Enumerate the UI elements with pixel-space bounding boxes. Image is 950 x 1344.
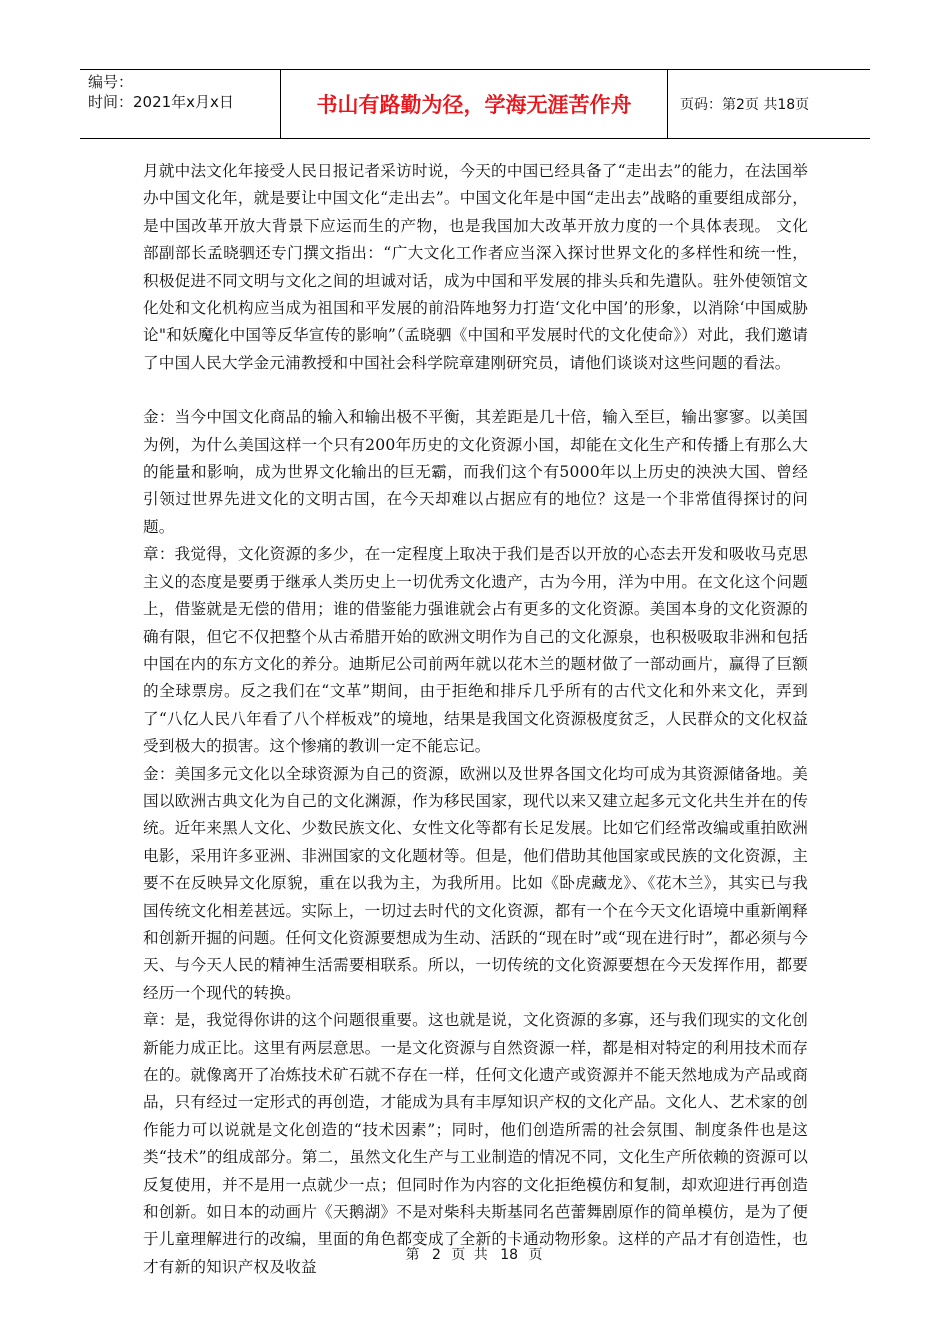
- header-motto: 书山有路勤为径，学海无涯苦作舟: [280, 70, 668, 138]
- footer-total-pages: 18: [500, 1247, 519, 1263]
- paragraph-gap: [143, 377, 808, 404]
- page-footer: [0, 1244, 950, 1264]
- paragraph-zhang-2: 章：是，我觉得你讲的这个问题很重要。这也就是说，文化资源的多寡，还与我们现实的文化创新能力成正比。这里有两层意思。一是文化资源与自然资源一样，都是相对特定的利用技术而存在的。就像离开了冶炼技术矿石就不存在一样，任何文化遗产或资源并不能天然地成为产品或商品，只有经过一定形式的再创造，才能成为具有丰厚知识产权的文化产品。文化人、艺术家的创作能力可以说就是文化创造的“技术因素”；同时，他们创造所需的社会氛围、制度条件也是这类“技术”的组成部分。第二，虽然文化生产与工业制造的情况不同，文化生产所依赖的资源可以反复使用，并不是用一点就少一点；但同时作为内容的文化拒绝模仿和复制，却欢迎进行再创造和创新。如日本的动画片《天鹅湖》不是对柴科夫斯基同名芭蕾舞剧原作的简单模仿，是为了便于儿童理解进行的改编，里面的角色都变成了全新的卡通动物形象。这样的产品才有创造性，也才有新的知识产权及收益: [143, 1011, 808, 1276]
- paragraph-jin-1: 金：当今中国文化商品的输入和输出极不平衡，其差距是几十倍，输入至巨，输出寥寥。以美国为例，为什么美国这样一个只有200年历史的文化资源小国，却能在文化生产和传播上有那么大的能量和影响，成为世界文化输出的巨无霸，而我们这个有5000年以上历史的泱泱大国、曾经引领过世界先进文化的文明古国，在今天却难以占据应有的地位？这是一个非常值得探讨的问题。: [143, 408, 808, 536]
- footer-page-number: 2: [431, 1247, 441, 1263]
- paragraph-zhang-1: 章：我觉得，文化资源的多少，在一定程度上取决于我们是否以开放的心态去开发和吸收马克思主义的态度是要勇于继承人类历史上一切优秀文化遗产，古为今用，洋为中用。在文化这个问题上，借鉴就是无偿的借用；谁的借鉴能力强谁就会占有更多的文化资源。美国本身的文化资源的确有限，但它不仅把整个从古希腊开始的欧洲文明作为自己的文化源泉，也积极吸取非洲和包括中国在内的东方文化的养分。迪斯尼公司前两年就以花木兰的题材做了一部动画片，赢得了巨额的全球票房。反之我们在“文革”期间，由于拒绝和排斥几乎所有的古代文化和外来文化，弄到了“八亿人民八年看了八个样板戏”的境地，结果是我国文化资源极度贫乏，人民群众的文化权益受到极大的损害。这个惨痛的教训一定不能忘记。: [143, 545, 808, 756]
- header-page-info: 页码：第2页 共18页: [680, 97, 810, 113]
- document-date-label: 时间：2021年x月x日: [88, 93, 234, 111]
- paragraph-jin-2: 金：美国多元文化以全球资源为自己的资源，欧洲以及世界各国文化均可成为其资源储备地。美国以欧洲古典文化为自己的文化渊源，作为移民国家，现代以来又建立起多元文化共生并在的传统。近年来黑人文化、少数民族文化、女性文化等都有长足发展。比如它们经常改编或重拍欧洲电影，采用许多亚洲、非洲国家的文化题材等。但是，他们借助其他国家或民族的文化资源，主要不在反映异文化原貌，重在以我为主，为我所用。比如《卧虎藏龙》、《花木兰》，其实已与我国传统文化相差甚远。实际上，一切过去时代的文化资源，都有一个在今天文化语境中重新阐释和创新开掘的问题。任何文化资源要想成为生动、活跃的“现在时”或“现在进行时”，都必须与今天、与今天人民的精神生活需要相联系。所以，一切传统的文化资源要想在今天发挥作用，都要经历一个现代的转换。: [143, 764, 808, 1002]
- footer-suffix: 页: [528, 1247, 545, 1263]
- document-number-label: 编号：: [88, 73, 134, 91]
- footer-prefix: 第: [405, 1247, 422, 1263]
- header-left-cell: [80, 70, 280, 138]
- body-text: [143, 158, 808, 1281]
- page-header: [80, 69, 870, 139]
- footer-middle: 页 共: [451, 1247, 490, 1263]
- paragraph-intro: 月就中法文化年接受人民日报记者采访时说，今天的中国已经具备了“走出去”的能力，在法国举办中国文化年，就是要让中国文化“走出去”。中国文化年是中国“走出去”战略的重要组成部分，是中国改革开放大背景下应运而生的产物，也是我国加大改革开放力度的一个具体表现。 文化部副部长孟晓驷还专门撰文指出：“广大文化工作者应当深入探讨世界文化的多样性和统一性，积极促进不同文明与文化之间的坦诚对话，成为中国和平发展的排头兵和先遣队。驻外使领馆文化处和文化机构应当成为祖国和平发展的前沿阵地努力打造‘文化中国’的形象，以消除‘中国威胁论"和妖魔化中国等反华宣传的影响”（孟晓驷《中国和平发展时代的文化使命》）对此，我们邀请了中国人民大学金元浦教授和中国社会科学院章建刚研究员，请他们谈谈对这些问题的看法。: [143, 162, 808, 372]
